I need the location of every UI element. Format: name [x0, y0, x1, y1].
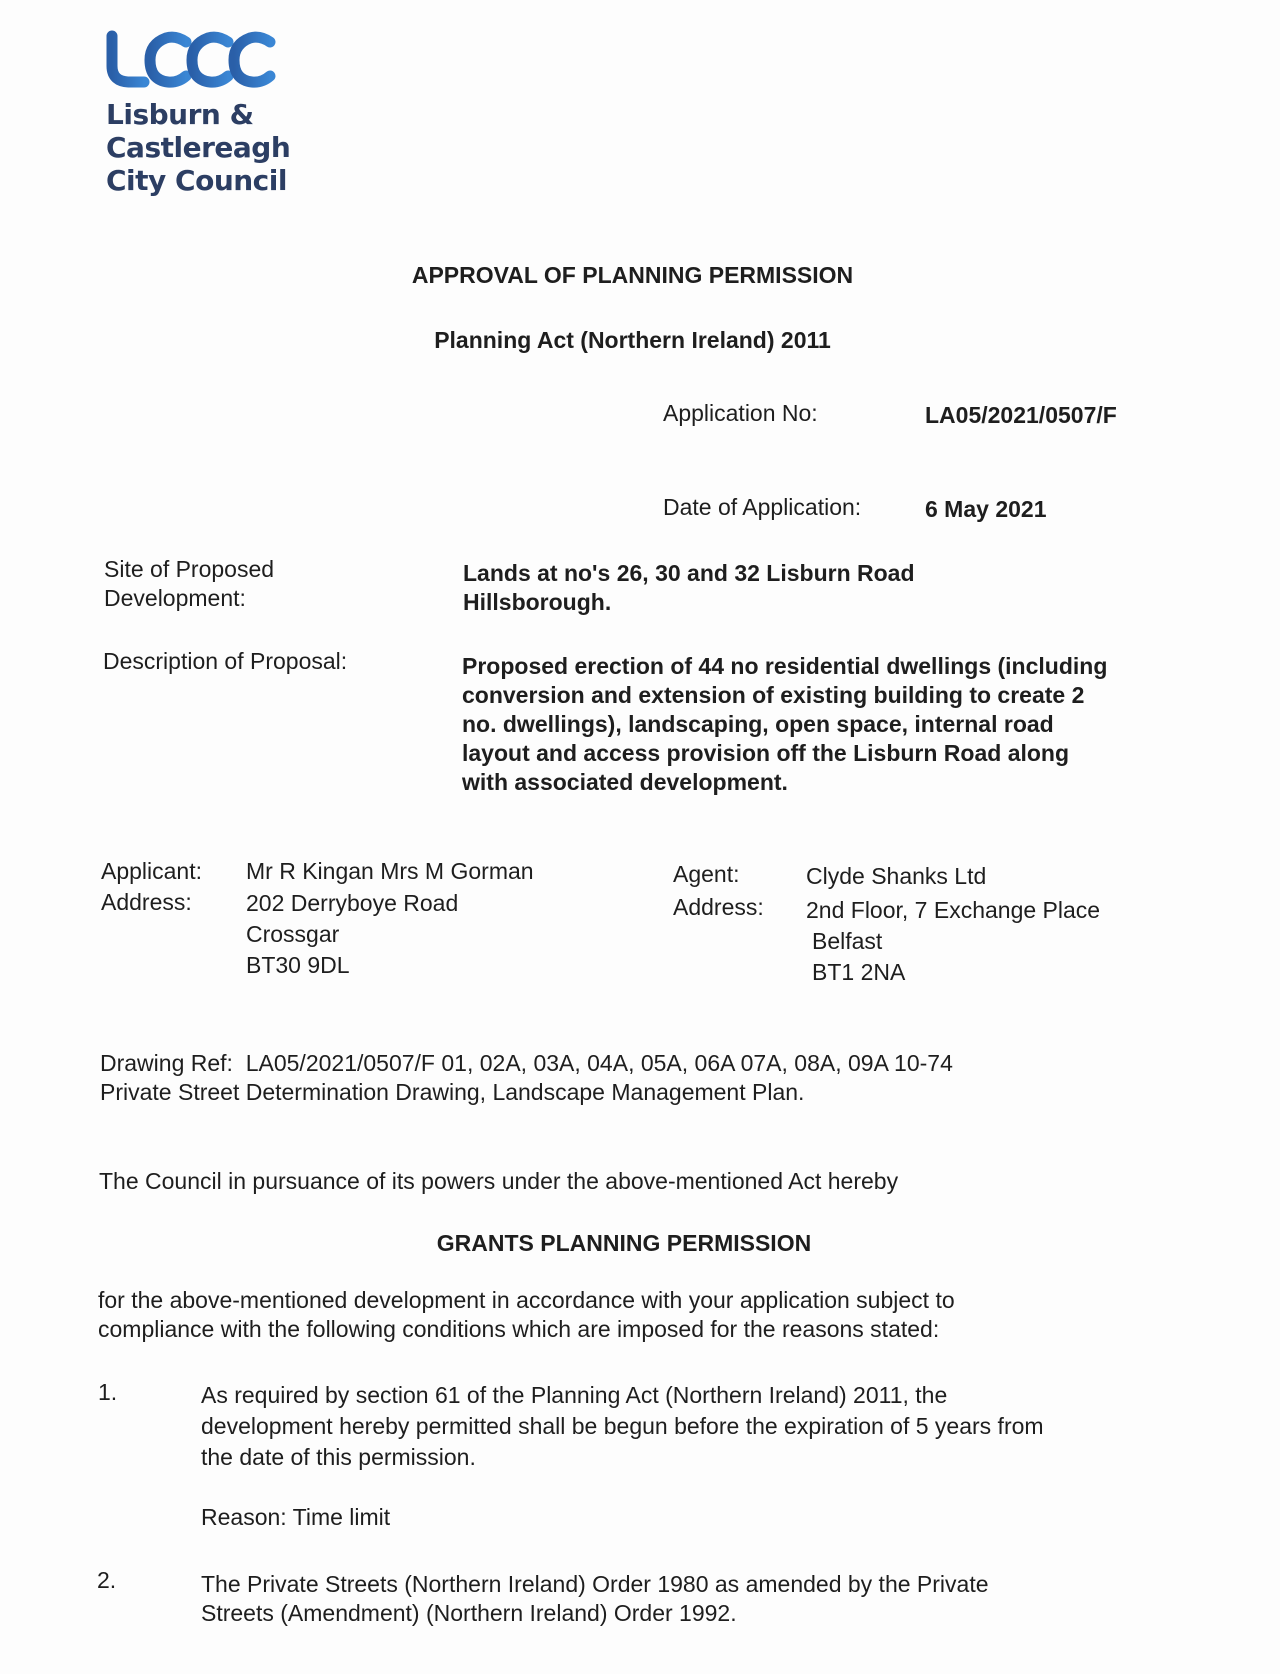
- proposal-line: Proposed erection of 44 no residential dwellings (including: [462, 653, 1108, 679]
- condition-number: 1.: [98, 1379, 118, 1405]
- document-title: APPROVAL OF PLANNING PERMISSION: [411, 262, 854, 288]
- agent-address-line: BT1 2NA: [812, 959, 906, 985]
- agent-address-label: Address:: [673, 894, 764, 920]
- site-label-line: Site of Proposed: [104, 556, 275, 582]
- proposal-value: [462, 652, 1107, 797]
- site-label: [104, 555, 274, 613]
- applicant-address-label: Address:: [101, 889, 192, 915]
- application-date-label: Date of Application:: [663, 494, 862, 520]
- application-number-label: Application No:: [663, 400, 818, 426]
- drawing-ref-line: Private Street Determination Drawing, Landscape Management Plan.: [100, 1079, 805, 1105]
- application-date: 6 May 2021: [925, 496, 1047, 522]
- application-number: LA05/2021/0507/F: [925, 402, 1117, 428]
- agent-address: [806, 895, 1100, 988]
- logo-line: Castlereagh: [106, 131, 291, 164]
- proposal-line: no. dwellings), landscaping, open space, internal road: [462, 711, 1054, 737]
- condition-line: development hereby permitted shall be begun before the expiration of 5 years from: [201, 1413, 1044, 1439]
- condition-line: the date of this permission.: [201, 1444, 476, 1470]
- condition-line: Streets (Amendment) (Northern Ireland) Order 1992.: [201, 1600, 737, 1626]
- applicant-address-line: BT30 9DL: [246, 952, 350, 978]
- compliance-statement: [98, 1286, 955, 1344]
- agent-address-line: 2nd Floor, 7 Exchange Place: [806, 897, 1101, 923]
- logo-line: City Council: [106, 164, 287, 197]
- applicant-address-line: Crossgar: [246, 921, 340, 947]
- condition-text: [201, 1570, 989, 1628]
- condition-line: As required by section 61 of the Planning Act (Northern Ireland) 2011, the: [201, 1382, 948, 1408]
- proposal-line: with associated development.: [462, 769, 788, 795]
- council-intro: The Council in pursuance of its powers under the above-mentioned Act hereby: [99, 1168, 899, 1194]
- applicant-address: [246, 888, 458, 981]
- agent-address-line: Belfast: [812, 928, 883, 954]
- drawing-ref-line: Drawing Ref: LA05/2021/0507/F 01, 02A, 03A, 04A, 05A, 06A 07A, 08A, 09A 10-74: [100, 1050, 953, 1076]
- applicant-label: Applicant:: [101, 858, 203, 884]
- agent-label: Agent:: [673, 861, 740, 887]
- condition-text: [201, 1380, 1044, 1473]
- condition-number: 2.: [97, 1567, 117, 1593]
- proposal-line: layout and access provision off the Lisburn Road along: [462, 740, 1070, 766]
- applicant-address-line: 202 Derryboye Road: [246, 890, 459, 916]
- site-value: [463, 559, 915, 617]
- compliance-line: compliance with the following conditions which are imposed for the reasons stated:: [98, 1316, 940, 1342]
- proposal-label: Description of Proposal:: [103, 648, 348, 674]
- site-value-line: Hillsborough.: [463, 589, 612, 615]
- grant-heading: GRANTS PLANNING PERMISSION: [436, 1230, 812, 1256]
- council-logo-mark: [104, 30, 294, 90]
- council-logo-text: [106, 98, 290, 197]
- applicant-name: Mr R Kingan Mrs M Gorman: [246, 858, 534, 884]
- drawing-reference: [100, 1049, 953, 1107]
- site-label-line: Development:: [104, 585, 246, 611]
- agent-name: Clyde Shanks Ltd: [806, 863, 987, 889]
- compliance-line: for the above-mentioned development in accordance with your application subject to: [98, 1287, 955, 1313]
- condition-reason: Reason: Time limit: [201, 1504, 391, 1530]
- proposal-line: conversion and extension of existing building to create 2: [462, 682, 1085, 708]
- logo-line: Lisburn &: [106, 98, 254, 131]
- act-title: Planning Act (Northern Ireland) 2011: [434, 327, 831, 353]
- site-value-line: Lands at no's 26, 30 and 32 Lisburn Road: [463, 560, 915, 586]
- condition-line: The Private Streets (Northern Ireland) Order 1980 as amended by the Private: [201, 1571, 989, 1597]
